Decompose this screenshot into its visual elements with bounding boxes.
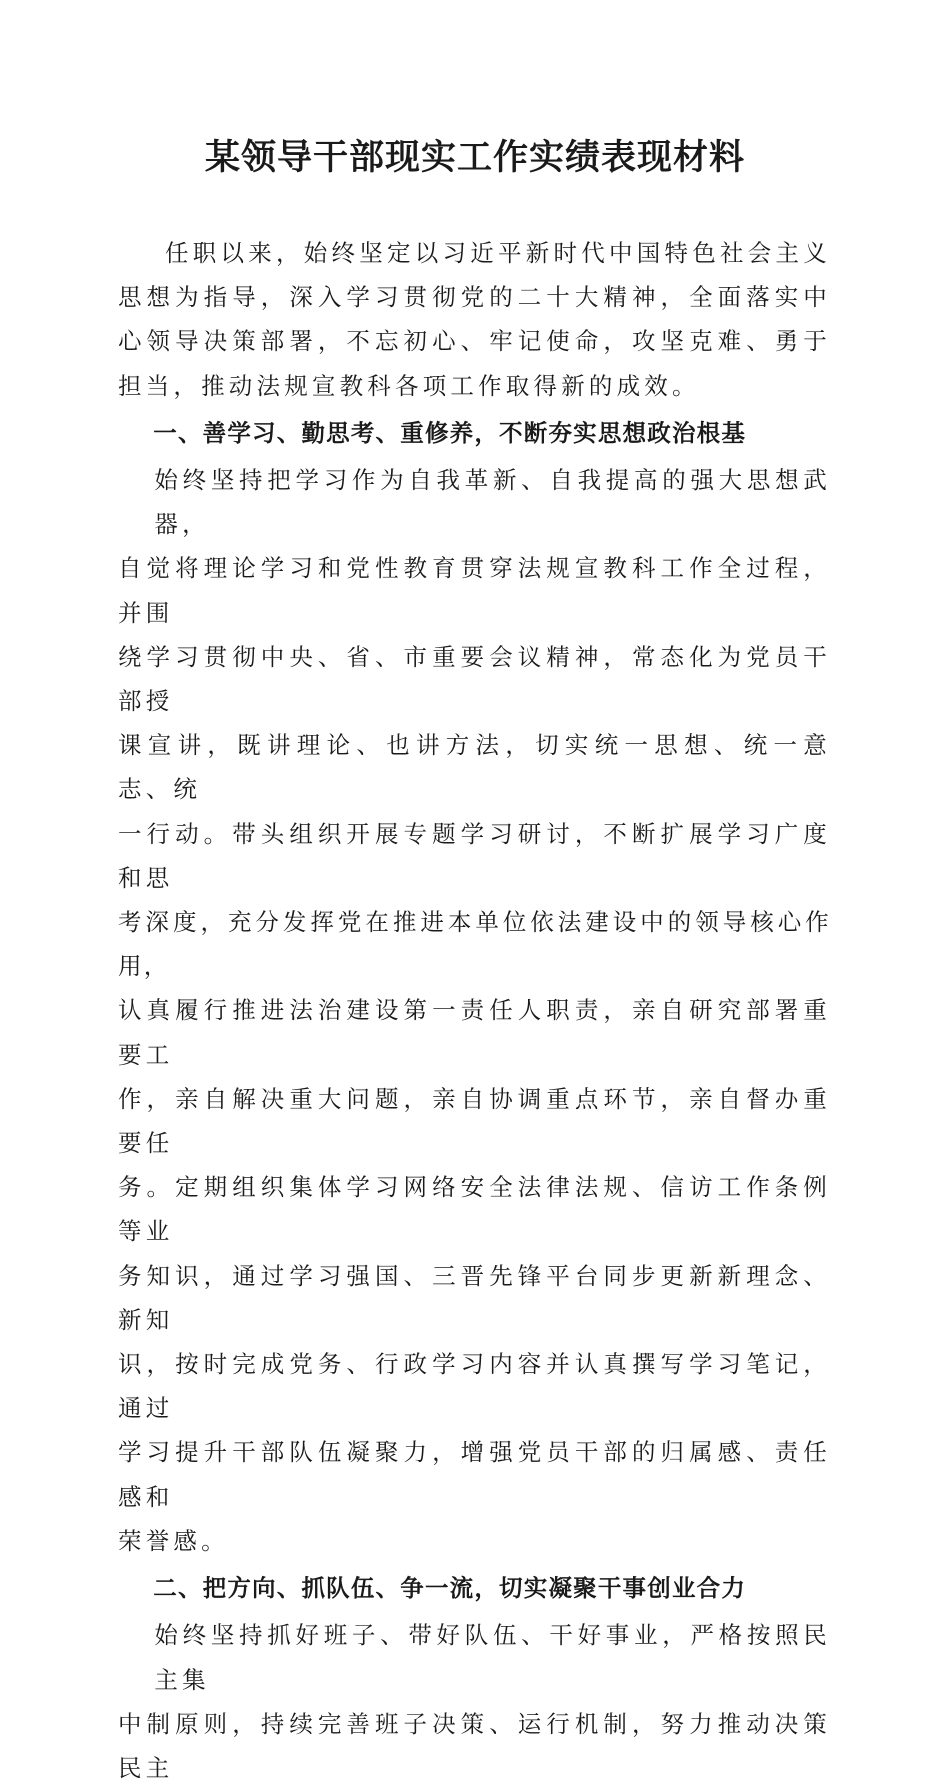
section-1-line: 务知识，通过学习强国、三晋先锋平台同步更新新理念、新知 (118, 1261, 831, 1334)
section-1-heading: 一、善学习、勤思考、重修养，不断夯实思想政治根基 (153, 418, 747, 447)
section-1-line: 识，按时完成党务、行政学习内容并认真撰写学习笔记，通过 (118, 1350, 831, 1423)
section-1-line: 务。定期组织集体学习网络安全法律法规、信访工作条例等业 (118, 1173, 831, 1246)
section-2-heading: 二、把方向、抓队伍、争一流，切实凝聚干事创业合力 (153, 1574, 747, 1603)
section-1-paragraph (118, 458, 831, 1563)
section-1-line: 一行动。带头组织开展专题学习研讨，不断扩展学习广度和思 (118, 819, 831, 892)
section-1-line: 认真履行推进法治建设第一责任人职责，亲自研究部署重要工 (118, 996, 831, 1069)
section-1-line: 考深度，充分发挥党在推进本单位依法建设中的领导核心作用， (118, 908, 831, 981)
document-body (118, 231, 831, 1790)
section-2-line: 始终坚持抓好班子、带好队伍、干好事业，严格按照民主集 (154, 1621, 831, 1694)
section-1-line: 学习提升干部队伍凝聚力，增强党员干部的归属感、责任感和 (118, 1438, 831, 1511)
section-1-line: 绕学习贯彻中央、省、市重要会议精神，常态化为党员干部授 (118, 642, 831, 716)
section-1-line: 自觉将理论学习和党性教育贯穿法规宣教科工作全过程，并围 (118, 554, 831, 627)
section-1-line: 作，亲自解决重大问题，亲自协调重点环节，亲自督办重要任 (118, 1084, 831, 1158)
section-1-line: 始终坚持把学习作为自我革新、自我提高的强大思想武器， (154, 466, 831, 539)
section-2-line: 中制原则，持续完善班子决策、运行机制，努力推动决策民主 (118, 1709, 831, 1782)
intro-paragraph: 任职以来，始终坚定以习近平新时代中国特色社会主义思想为指导，深入学习贯彻党的二十大精神，全面落实中心领导决策部署，不忘初心、牢记使命，攻坚克难、勇于担当，推动法规宣教科各项工作取得新的成效。 (118, 239, 831, 400)
section-1-line: 荣誉感。 (118, 1526, 229, 1555)
document-title: 某领导干部现实工作实绩表现材料 (204, 137, 745, 178)
section-2-paragraph (118, 1613, 831, 1790)
section-1-line: 课宣讲，既讲理论、也讲方法，切实统一思想、统一意志、统 (118, 731, 831, 804)
